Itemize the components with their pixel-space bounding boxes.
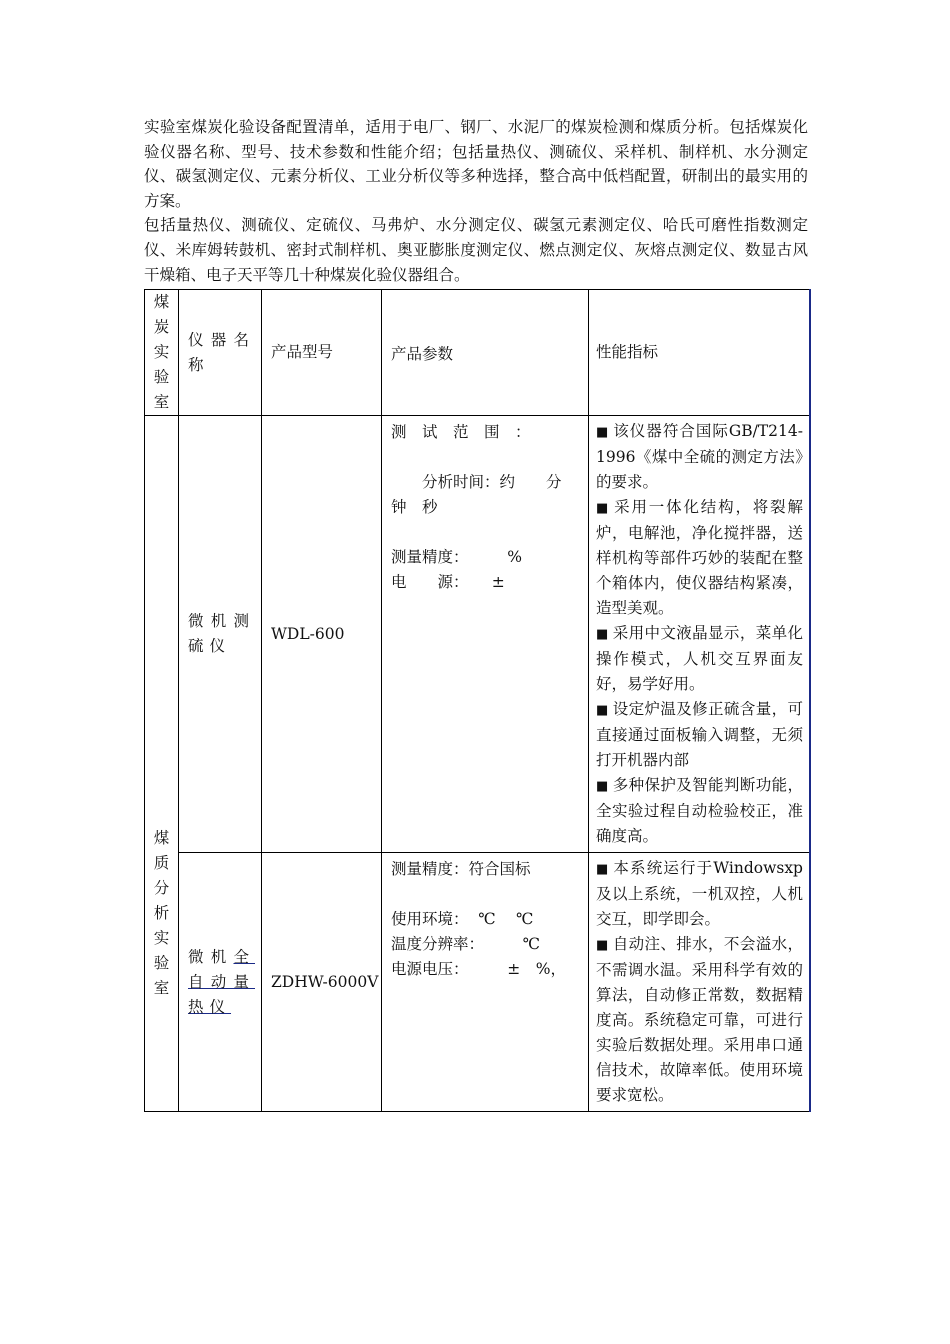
row2-model: ZDHW-6000V [271, 972, 379, 991]
row1-param-line: 电 源： ± [391, 573, 505, 591]
calorimeter-link[interactable]: 全自动量热仪 [188, 947, 255, 1016]
list-item: ■ 本系统运行于Windowsxp及以上系统，一机双控，人机交互，即学即会。 [596, 859, 803, 928]
row2-params-cell [382, 853, 589, 1112]
intro-text [144, 115, 808, 287]
table-row [145, 416, 811, 853]
intro-paragraph-2: 包括量热仪、测硫仪、定硫仪、马弗炉、水分测定仪、碳氢元素测定仪、哈氏可磨性指数测定仪、米库姆转鼓机、密封式制样机、奥亚膨胀度测定仪、燃点测定仪、灰熔点测定仪、数显古风干燥箱、电子天平等几十种煤炭化验仪器组合。 [144, 216, 808, 284]
row1-model-cell [262, 416, 382, 853]
group-label: 煤质分析实验室 [153, 829, 170, 997]
bullet-square-icon: ■ [596, 703, 609, 718]
list-item: ■ 多种保护及智能判断功能，全实验过程自动检验校正，准确度高。 [596, 776, 803, 845]
list-item: ■ 采用中文液晶显示，菜单化操作模式，人机交互界面友好，易学好用。 [596, 624, 803, 693]
header-model: 产品型号 [262, 290, 382, 416]
list-item: ■ 采用一体化结构，将裂解炉，电解池，净化搅拌器，送样机构等部件巧妙的装配在整个箱体内，使仪器结构紧凑，造型美观。 [596, 498, 803, 617]
bullet-square-icon: ■ [596, 938, 609, 953]
row1-param-line: 测 试 范 围 ： [391, 423, 531, 441]
bullet-square-icon: ■ [596, 627, 609, 642]
header-performance: 性能指标 [589, 290, 811, 416]
header-name: 仪器名称 [179, 290, 262, 416]
row1-params-cell [382, 416, 589, 853]
row2-performance-cell [589, 853, 811, 1112]
row1-model: WDL-600 [271, 624, 345, 643]
list-item: ■ 设定炉温及修正硫含量，可直接通过面板输入调整，无须打开机器内部 [596, 700, 803, 769]
row1-name-cell [179, 416, 262, 853]
group-label-cell [145, 416, 179, 1112]
row1-performance-cell [589, 416, 811, 853]
row1-param-line: 测量精度： % [391, 548, 522, 566]
header-params: 产品参数 [382, 290, 589, 416]
bullet-square-icon: ■ [596, 779, 609, 794]
list-item: ■ 自动注、排水，不会溢水，不需调水温。采用科学有效的算法，自动修正常数，数据精度高。系统稳定可靠，可进行实验后数据处理。采用串口通信技术，故障率低。使用环境要求宽松。 [596, 935, 803, 1104]
row1-name: 微机测硫仪 [188, 612, 255, 655]
bullet-square-icon: ■ [596, 425, 610, 440]
list-item: ■ 该仪器符合国际GB/T214-1996《煤中全硫的测定方法》的要求。 [596, 422, 803, 491]
table-header-row [145, 290, 811, 416]
row2-param-line: 测量精度：符合国标 [391, 860, 531, 878]
bullet-square-icon: ■ [596, 501, 611, 516]
intro-paragraph-1: 实验室煤炭化验设备配置清单，适用于电厂、钢厂、水泥厂的煤炭检测和煤质分析。包括煤炭化验仪器名称、型号、技术参数和性能介绍；包括量热仪、测硫仪、采样机、制样机、水分测定仪、碳氢测定仪、元素分析仪、工业分析仪等多种选择，整合高中低档配置，研制出的最实用的方案。 [144, 118, 808, 210]
row2-name-prefix: 微机 [188, 947, 234, 966]
table-row [145, 853, 811, 1112]
header-category: 煤炭实验室 [145, 290, 179, 416]
row2-param-line: 电源电压： ± %， [391, 960, 566, 978]
row2-name-cell [179, 853, 262, 1112]
row2-model-cell [262, 853, 382, 1112]
row2-param-line: 温度分辨率： ℃ [391, 935, 541, 953]
row1-param-line: 分析时间：约 分 [391, 473, 562, 491]
row2-param-line: 使用环境： ℃ ℃ [391, 910, 534, 928]
bullet-square-icon: ■ [596, 862, 610, 877]
row1-param-line: 钟 秒 [391, 498, 438, 516]
equipment-table [144, 289, 811, 1112]
